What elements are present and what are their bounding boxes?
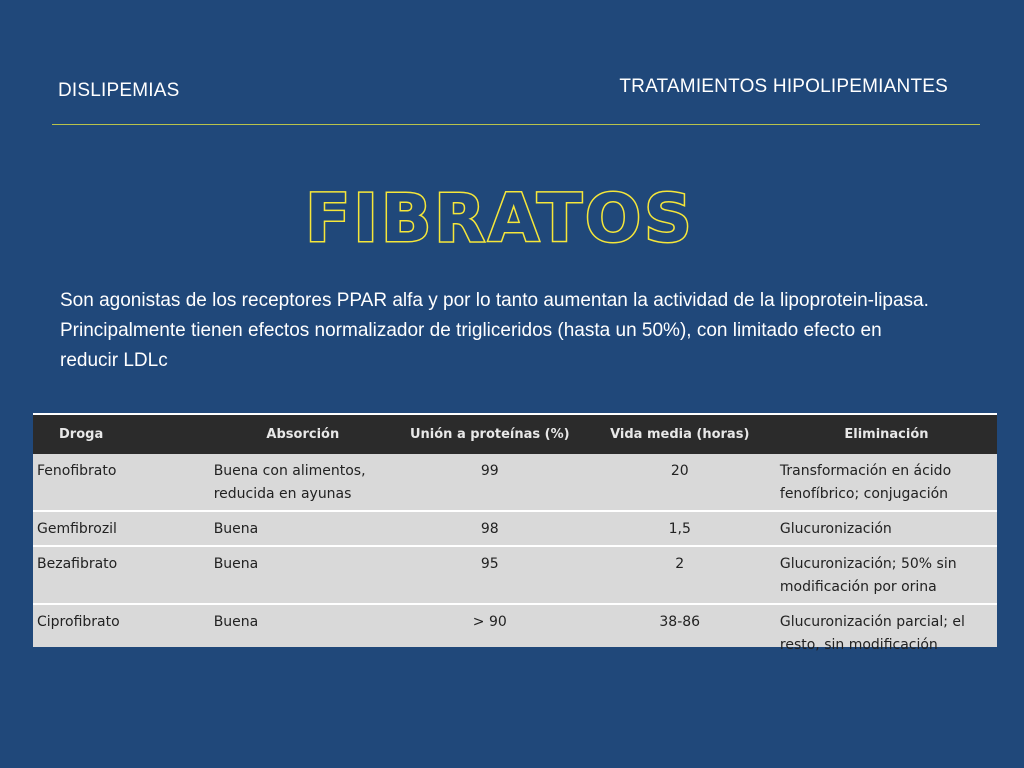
cell-union: 99 bbox=[396, 454, 584, 511]
cell-absorcion: Buena bbox=[213, 614, 259, 630]
slide-title: FIBRATOS bbox=[305, 180, 695, 257]
header-eliminacion: Eliminación bbox=[776, 414, 997, 454]
cell-vida-media: 20 bbox=[584, 454, 776, 511]
cell-droga: Fenofibrato bbox=[33, 454, 210, 511]
cell-eliminacion: Glucuronización; 50% sin modificación por orina bbox=[776, 546, 997, 604]
header-union-proteinas: Unión a proteínas (%) bbox=[396, 414, 584, 454]
section-label: DISLIPEMIAS bbox=[58, 80, 180, 101]
table-row bbox=[33, 454, 997, 511]
cell-absorcion: Buena bbox=[210, 546, 396, 604]
intro-paragraph-1: Son agonistas de los receptores PPAR alfa y por lo tanto aumentan la actividad de la lipoprotein-lipasa. bbox=[60, 290, 929, 311]
table-row bbox=[33, 511, 997, 546]
cell-eliminacion: Glucuronización bbox=[776, 511, 997, 546]
intro-paragraph-2: Principalmente tienen efectos normalizador de trigliceridos (hasta un 50%), con limitado efecto en reducir LDLc bbox=[60, 320, 882, 371]
table-row bbox=[33, 546, 997, 604]
cell-vida-media: 1,5 bbox=[584, 511, 776, 546]
header-vida-media: Vida media (horas) bbox=[584, 414, 776, 454]
cell-absorcion: Buena con alimentos, reducida en ayunas bbox=[210, 454, 396, 511]
table-header-row bbox=[33, 414, 997, 454]
cell-eliminacion: Glucuronización parcial; el resto, sin modificación bbox=[779, 614, 965, 653]
header-divider bbox=[52, 124, 980, 125]
cell-vida-media: 38-86 bbox=[659, 614, 701, 630]
fibrates-data-table bbox=[33, 413, 997, 661]
cell-droga: Ciprofibrato bbox=[37, 614, 120, 630]
cell-droga: Gemfibrozil bbox=[33, 511, 210, 546]
cell-union: 95 bbox=[396, 546, 584, 604]
table-row bbox=[33, 604, 997, 661]
cell-eliminacion: Transformación en ácido fenofíbrico; conjugación bbox=[776, 454, 997, 511]
cell-droga: Bezafibrato bbox=[33, 546, 210, 604]
cell-vida-media: 2 bbox=[584, 546, 776, 604]
header-droga: Droga bbox=[33, 414, 210, 454]
fibrates-table bbox=[33, 413, 997, 653]
cell-union: 98 bbox=[396, 511, 584, 546]
intro-text bbox=[60, 286, 940, 376]
cell-union: > 90 bbox=[472, 614, 507, 630]
cell-absorcion: Buena bbox=[210, 511, 396, 546]
header-absorcion: Absorción bbox=[210, 414, 396, 454]
topic-label: TRATAMIENTOS HIPOLIPEMIANTES bbox=[619, 76, 948, 97]
